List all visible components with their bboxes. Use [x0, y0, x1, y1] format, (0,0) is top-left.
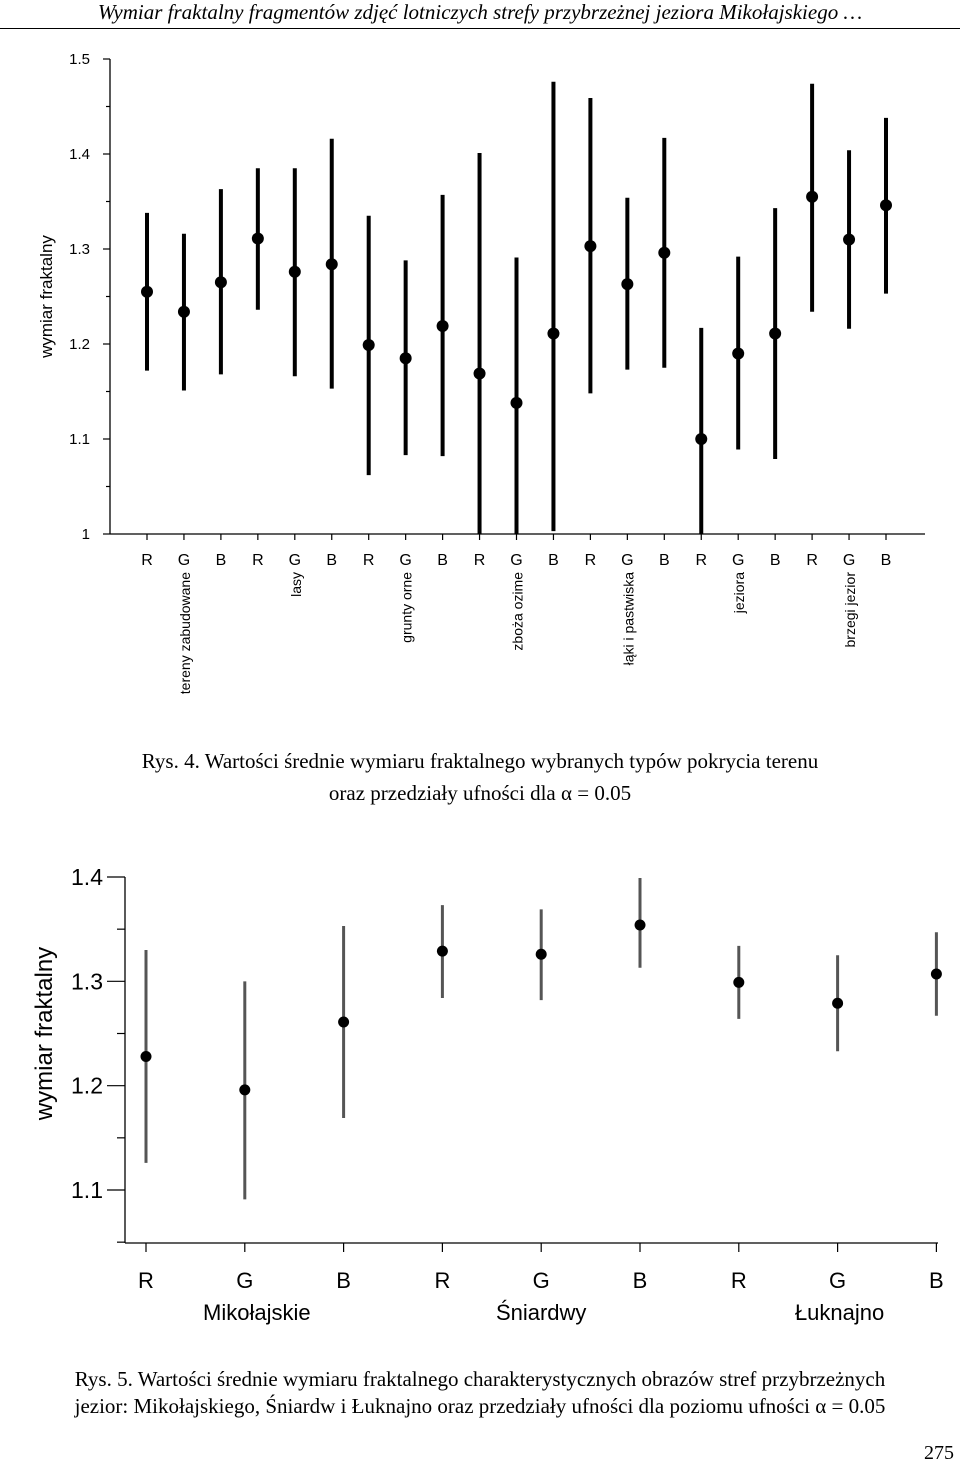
mean-point — [141, 1051, 152, 1062]
x-tick-label: B — [548, 552, 559, 569]
running-title: Wymiar fraktalny fragmentów zdjęć lotniczych strefy przybrzeżnej jeziora Mikołajskiego … — [97, 0, 863, 24]
x-tick-label: R — [695, 552, 708, 569]
mean-point — [437, 946, 448, 957]
x-tick-label: R — [730, 1268, 747, 1293]
x-tick-label: B — [326, 552, 338, 569]
x-tick-label: G — [177, 552, 191, 569]
y-tick-label: 1.2 — [69, 336, 90, 353]
mean-point — [536, 949, 547, 960]
x-tick-label: B — [929, 1268, 944, 1293]
x-tick-label: R — [434, 1268, 451, 1293]
y-tick-label: 1 — [81, 526, 90, 543]
x-tick-label: B — [437, 552, 448, 569]
group-label: jeziora — [731, 572, 748, 614]
page-number: 275 — [924, 1442, 954, 1464]
x-tick-label: G — [510, 552, 523, 569]
x-tick-label: G — [621, 552, 634, 569]
x-tick-label: R — [584, 552, 597, 569]
group-label: Łuknajno — [794, 1300, 885, 1325]
group-label: lasy — [287, 572, 304, 597]
group-label: łąki i pastwiska — [620, 572, 637, 666]
y-tick-label: 1.5 — [69, 51, 90, 68]
y-tick-label: 1.2 — [71, 1072, 103, 1099]
x-tick-label: B — [880, 552, 892, 569]
x-tick-label: G — [829, 1268, 847, 1293]
group-label: grunty orne — [398, 572, 415, 643]
x-tick-label: B — [336, 1268, 351, 1293]
figure5-caption — [0, 1366, 960, 1420]
x-tick-label: R — [252, 552, 264, 569]
x-tick-label: R — [806, 552, 818, 569]
group-label: brzegi jezior — [842, 572, 859, 648]
x-tick-label: B — [658, 552, 670, 569]
x-tick-label: G — [731, 552, 745, 569]
group-label: zboża ozime — [509, 572, 526, 651]
figure5-caption-line1: Rys. 5. Wartości średnie wymiaru fraktalnego charakterystycznych obrazów stref przybrzeżnych — [74, 1367, 886, 1391]
x-tick-label: B — [632, 1268, 648, 1293]
y-tick-label: 1.3 — [69, 241, 90, 258]
y-tick-label: 1.1 — [71, 1177, 103, 1203]
group-label: Mikołajskie — [203, 1300, 311, 1325]
x-tick-label: R — [138, 1268, 154, 1293]
x-tick-label: G — [236, 1268, 254, 1293]
y-tick-label: 1.3 — [71, 968, 103, 995]
y-tick-label: 1.1 — [69, 431, 90, 448]
x-tick-label: G — [532, 1268, 550, 1293]
y-axis-title: wymiar fraktalny — [31, 946, 58, 1121]
mean-point — [832, 998, 843, 1009]
x-tick-label: G — [842, 552, 856, 569]
x-tick-label: B — [215, 552, 227, 569]
x-tick-label: R — [473, 552, 486, 569]
figure4-caption-line1: Rys. 4. Wartości średnie wymiaru fraktalnego wybranych typów pokrycia terenu — [141, 749, 819, 773]
y-tick-label: 1.4 — [71, 864, 103, 890]
y-tick-label: 1.4 — [69, 146, 90, 163]
x-tick-label: R — [362, 552, 375, 569]
x-tick-label: G — [399, 552, 412, 569]
mean-point — [239, 1084, 250, 1095]
y-axis-title: wymiar fraktalny — [37, 235, 56, 358]
figure5-caption-line2: jezior: Mikołajskiego, Śniardw i Łuknajno oraz przedziały ufności dla poziomu ufności α = 0.05 — [74, 1394, 886, 1418]
mean-point — [931, 969, 942, 980]
mean-point — [635, 919, 646, 930]
group-label: Śniardwy — [495, 1300, 587, 1325]
x-tick-label: G — [288, 552, 302, 569]
x-tick-label: R — [141, 552, 153, 569]
group-label: tereny zabudowane — [176, 572, 193, 695]
x-tick-label: B — [769, 552, 781, 569]
mean-point — [733, 977, 744, 988]
mean-point — [338, 1017, 349, 1028]
figure4-caption-line2: oraz przedziały ufności dla α = 0.05 — [328, 781, 632, 805]
